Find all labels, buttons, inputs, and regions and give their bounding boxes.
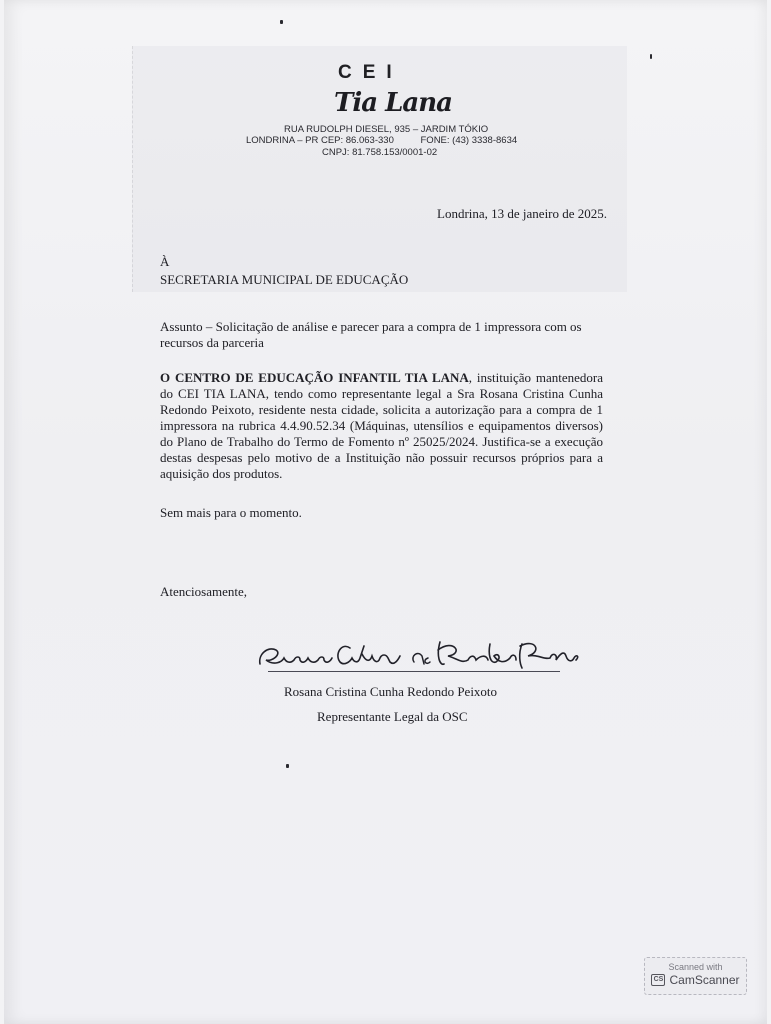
letterhead-acronym: CEI [338,62,403,83]
ink-speck [286,764,289,768]
handwritten-signature [254,632,584,676]
letterhead-city-cep: LONDRINA – PR CEP: 86.063-330 [246,135,394,146]
letterhead-address: RUA RUDOLPH DIESEL, 935 – JARDIM TÓKIO [284,124,489,135]
watermark-brand [645,973,746,987]
letter-date: Londrina, 13 de janeiro de 2025. [437,206,608,221]
body-lead-bold: O CENTRO DE EDUCAÇÃO INFANTIL TIA LANA [160,370,469,385]
letterhead-city-phone [246,135,517,146]
subject-line: Assunto – Solicitação de análise e parecer para a compra de 1 impressora com os recursos da parceria [160,319,582,350]
closing-line: Sem mais para o momento. [160,505,302,520]
body-text: , instituição mantenedora do CEI TIA LANA, tendo como representante legal a Sra Rosana Cristina Cunha Redondo Peixoto, residente nesta cidade, solicita a autorização para a compra de 1 impressora na rubrica 4.4.90.52.34 (Máquinas, utensílios e equipamentos diversos) do Plano de Trabalho do Termo de Fomento nº 25025/2024. Justifica-se a execução destas despesas pelo motivo de a Instituição não possuir recursos próprios para a aquisição dos produtos. [160,370,603,481]
letterhead-phone: FONE: (43) 3338-8634 [420,135,518,146]
camscanner-logo-icon: CS [651,974,665,986]
letterhead-cnpj: CNPJ: 81.758.153/0001-02 [322,147,438,158]
signer-name: Rosana Cristina Cunha Redondo Peixoto [284,684,498,699]
signer-role: Representante Legal da OSC [317,709,468,724]
regards: Atenciosamente, [160,584,247,599]
ink-speck [650,54,652,59]
signature-drawing [254,632,584,676]
letterhead-logo-name: Tia Lana [334,88,453,118]
salutation-to: À [160,254,170,269]
signature-line [268,671,560,672]
ink-speck [280,20,283,24]
camscanner-watermark [644,957,747,995]
watermark-caption: Scanned with [668,962,723,972]
recipient: SECRETARIA MUNICIPAL DE EDUCAÇÃO [160,272,409,287]
watermark-brand-name: CamScanner [669,973,740,987]
letter-body [160,370,603,482]
